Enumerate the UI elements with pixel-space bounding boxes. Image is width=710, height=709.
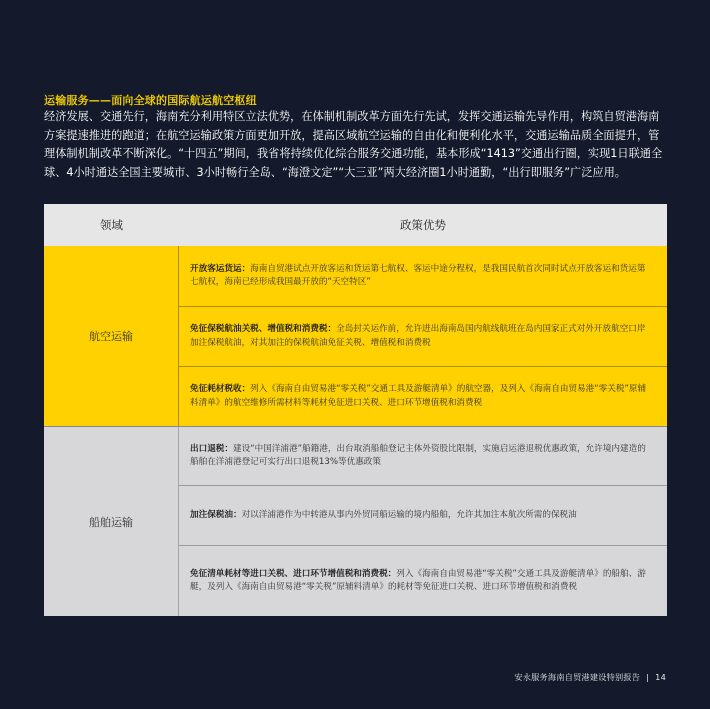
group-label-aviation: 航空运输 (44, 246, 179, 426)
row-text: 海南自贸港试点开放客运和货运第七航权、客运中途分程权，是我国民航首次同时试点开放客运和货运第七航权，海南已经形成我国最开放的“天空特区” (190, 263, 646, 287)
row-text: 建设“中国洋浦港”船籍港，出台取消船舶登记主体外资股比限制，实施启运港退税优惠政策，允许境内建造的船舶在洋浦港登记可实行出口退税13%等优惠政策 (190, 443, 646, 467)
table-row (179, 306, 667, 366)
table-row (179, 246, 667, 306)
table-row (179, 485, 667, 545)
table-row (179, 427, 667, 485)
group-label-shipping: 船舶运输 (44, 427, 179, 616)
row-title: 开放客运货运： (190, 263, 251, 274)
row-title: 免征耗材税收： (190, 384, 251, 394)
group-aviation (44, 246, 667, 426)
table-row (179, 545, 667, 616)
row-title: 出口退税： (190, 443, 233, 454)
row-text: 对以洋浦港作为中转港从事内外贸同船运输的境内船舶，允许其加注本航次所需的保税油 (241, 509, 577, 520)
row-text: 列入《海南自由贸易港“零关税”交通工具及游艇清单》的船舶、游艇，及列入《海南自由贸易港“零关税”原辅料清单》的耗材等免征进口关税、进口环节增值税和消费税 (190, 568, 646, 592)
footer-report-title: 安永服务海南自贸港建设特别报告 (514, 672, 641, 682)
row-title: 免征保税航油关税、增值税和消费税： (190, 324, 337, 334)
intro-paragraph (44, 108, 666, 182)
footer-separator: | (646, 672, 650, 682)
row-text: 列入《海南自由贸易港“零关税”交通工具及游艇清单》的航空器，及列入《海南自由贸易港“零关税”原辅料清单》的航空维修所需材料等耗材免征进口关税、进口环节增值税和消费税 (190, 384, 647, 408)
page-footer (514, 672, 666, 683)
group-shipping (44, 426, 667, 616)
section-title: 运输服务——面向全球的国际航运航空枢纽 (44, 94, 257, 107)
header-domain: 领域 (100, 218, 123, 232)
table-header (44, 204, 667, 247)
header-policy: 政策优势 (400, 218, 446, 232)
page-number: 14 (655, 672, 666, 682)
policy-table (44, 204, 667, 615)
intro-text: 经济发展、交通先行，海南充分利用特区立法优势，在体制机制改革方面先行先试，发挥交通运输先导作用，构筑自贸港海南方案提速推进的跑道；在航空运输政策方面更加开放，提高区域航空运输的自由化和便利化水平，交通运输品质全面提升，管理体制机制改革不断深化。“十四五”期间，我省将持续优化综合服务交通功能，基本形成“1413”交通出行圈，实现1日联通全球、4小时通达全国主要城市、3小时畅行全岛、“海澄文定”“大三亚”两大经济圈1小时通勤，“出行即服务”广泛应用。 (44, 110, 663, 179)
row-title: 加注保税油： (190, 509, 242, 520)
row-title: 免征清单耗材等进口关税、进口环节增值税和消费税： (190, 568, 397, 579)
row-text: 全岛封关运作前，允许进出海南岛国内航线航班在岛内国家正式对外开放航空口岸加注保税航油，对其加注的保税航油免征关税、增值税和消费税 (190, 324, 646, 348)
table-row (179, 366, 667, 426)
